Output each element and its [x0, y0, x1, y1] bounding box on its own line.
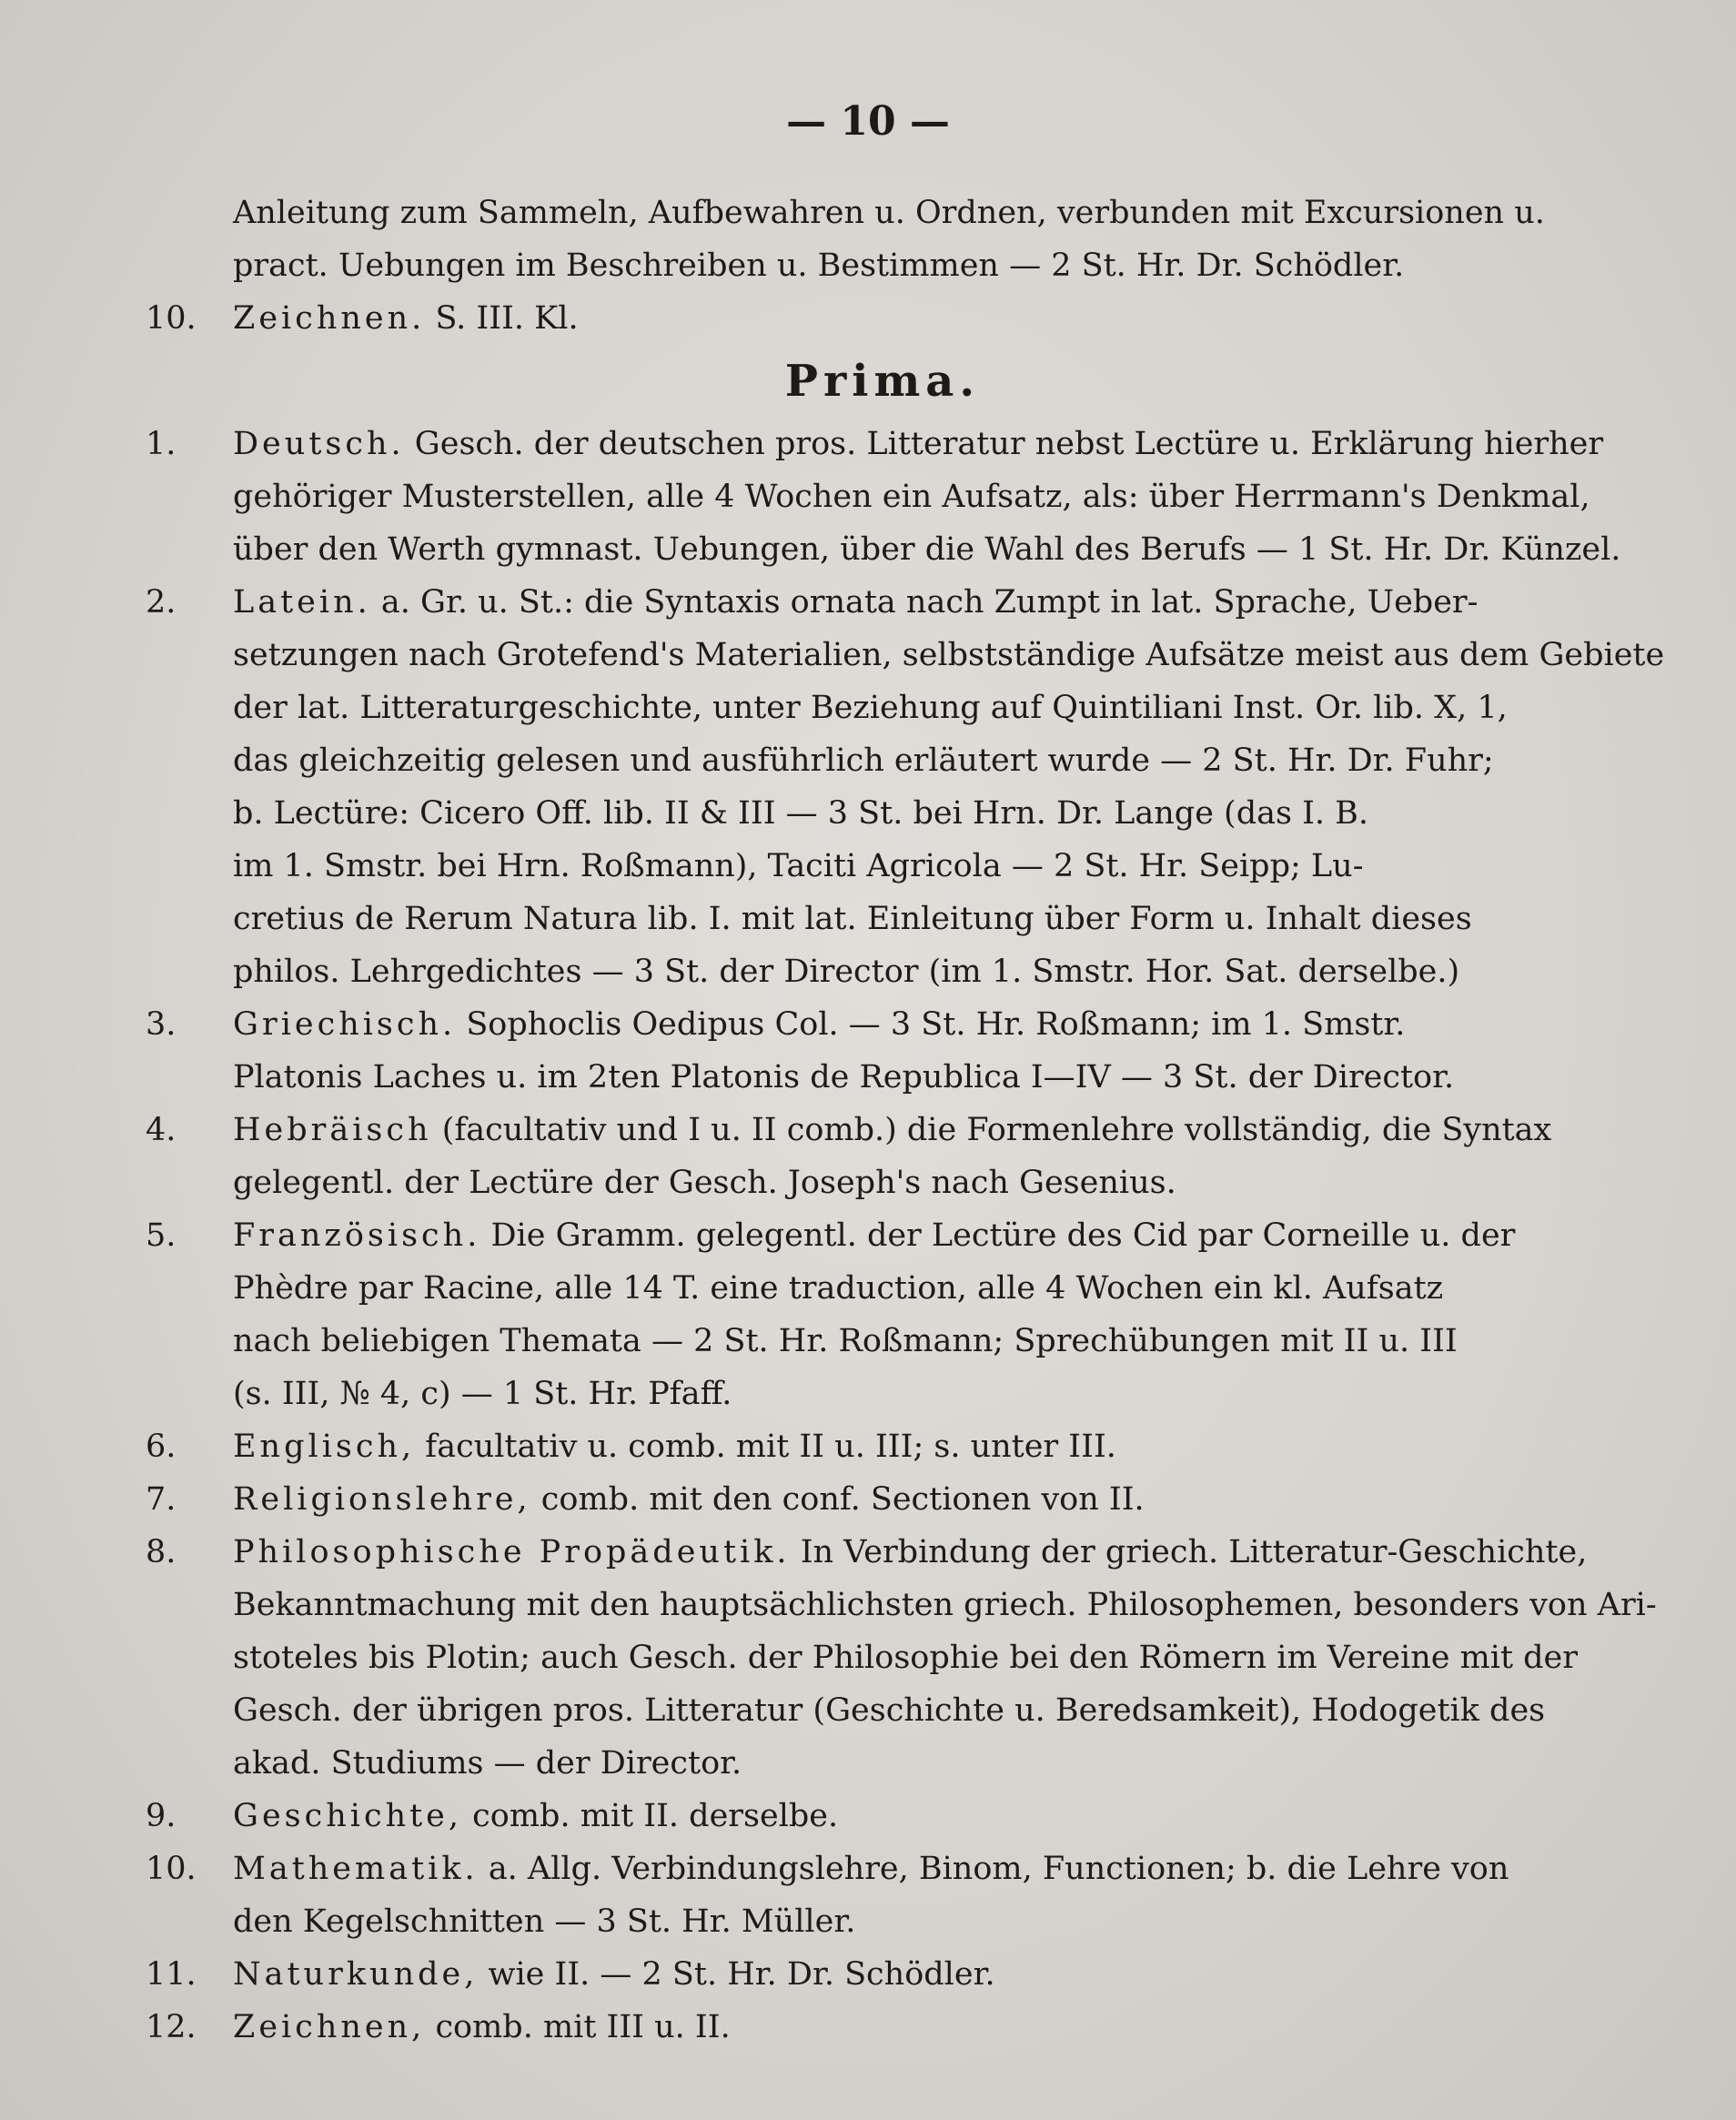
- list-item: [146, 418, 1620, 576]
- list-item: [146, 576, 1665, 998]
- item-line: In Verbindung der griech. Litteratur-Geschichte,: [800, 1534, 1588, 1570]
- item-line: stoteles bis Plotin; auch Gesch. der Philosophie bei den Römern im Vereine mit der: [233, 1640, 1578, 1676]
- list-item: [146, 1948, 1620, 2001]
- item-number: 12.: [146, 2009, 197, 2045]
- item-subject: Englisch,: [233, 1428, 416, 1465]
- item-subject: Zeichnen,: [233, 2009, 426, 2045]
- item-line: a. Gr. u. St.: die Syntaxis ornata nach Zumpt in lat. Sprache, Ueber-: [380, 584, 1479, 621]
- item-line: (s. III, № 4, c) — 1 St. Hr. Pfaff.: [233, 1376, 732, 1412]
- item-line: der lat. Litteraturgeschichte, unter Beziehung auf Quintiliani Inst. Or. lib. X, 1,: [233, 690, 1508, 726]
- item-line: nach beliebigen Themata — 2 St. Hr. Roßmann; Sprechübungen mit II u. III: [233, 1323, 1458, 1359]
- item-number: 1.: [146, 426, 177, 462]
- list-item: [146, 292, 1620, 345]
- item-line: facultativ u. comb. mit II u. III; s. unter III.: [425, 1428, 1116, 1465]
- item-subject: Französisch.: [233, 1217, 481, 1254]
- list-item: [146, 1842, 1620, 1948]
- item-line: Bekanntmachung mit den hauptsächlichsten griech. Philosophemen, besonders von Ari-: [233, 1587, 1657, 1623]
- item-subject: Griechisch.: [233, 1006, 457, 1043]
- item-line: Gesch. der deutschen pros. Litteratur nebst Lectüre u. Erklärung hierher: [414, 426, 1604, 462]
- item-number: 6.: [146, 1428, 177, 1465]
- item-subject: Geschichte,: [233, 1798, 463, 1834]
- item-number: 9.: [146, 1798, 177, 1834]
- item-line: im 1. Smstr. bei Hrn. Roßmann), Taciti Agricola — 2 St. Hr. Seipp; Lu-: [233, 848, 1364, 884]
- item-line: Platonis Laches u. im 2ten Platonis de Republica I—IV — 3 St. der Director.: [233, 1059, 1455, 1095]
- item-line: cretius de Rerum Natura lib. I. mit lat. Einleitung über Form u. Inhalt dieses: [233, 901, 1472, 937]
- item-line: gelegentl. der Lectüre der Gesch. Joseph's nach Gesenius.: [233, 1165, 1176, 1201]
- item-number: 4.: [146, 1112, 177, 1148]
- item-number: 5.: [146, 1217, 177, 1254]
- item-line: setzungen nach Grotefend's Materialien, selbstständige Aufsätze meist aus dem Gebiete: [233, 637, 1665, 673]
- item-line: (facultativ und I u. II comb.) die Formenlehre vollständig, die Syntax: [441, 1112, 1552, 1148]
- item-number: 2.: [146, 584, 177, 621]
- item-number: 8.: [146, 1534, 177, 1570]
- item-list: [146, 418, 1665, 2054]
- page-body: [146, 187, 1665, 2054]
- item-number: 10.: [146, 300, 197, 337]
- item-line: Gesch. der übrigen pros. Litteratur (Geschichte u. Beredsamkeit), Hodogetik des: [233, 1692, 1546, 1729]
- item-line: b. Lectüre: Cicero Off. lib. II & III — 3 St. bei Hrn. Dr. Lange (das I. B.: [233, 795, 1368, 832]
- item-line: Die Gramm. gelegentl. der Lectüre des Cid par Corneille u. der: [490, 1217, 1516, 1254]
- item-number: 7.: [146, 1481, 177, 1518]
- list-item: [146, 1473, 1620, 1526]
- item-line: S. III. Kl.: [435, 300, 579, 337]
- item-subject: Hebräisch: [233, 1112, 432, 1148]
- section-heading: Prima.: [784, 356, 981, 407]
- item-line: akad. Studiums — der Director.: [233, 1745, 742, 1782]
- item-number: 10.: [146, 1851, 197, 1887]
- item-subject: Philosophische Propädeutik.: [233, 1534, 791, 1570]
- item-subject: Naturkunde,: [233, 1956, 479, 1993]
- list-item: [146, 1104, 1620, 1209]
- list-item: [146, 1209, 1620, 1420]
- item-line: comb. mit II. derselbe.: [472, 1798, 839, 1834]
- list-item: [146, 1790, 1620, 1842]
- item-line: das gleichzeitig gelesen und ausführlich erläutert wurde — 2 St. Hr. Dr. Fuhr;: [233, 742, 1494, 779]
- item-line: über den Werth gymnast. Uebungen, über die Wahl des Berufs — 1 St. Hr. Dr. Künzel.: [233, 531, 1621, 568]
- list-item: [146, 1420, 1620, 1473]
- page-number: — 10 —: [786, 98, 950, 145]
- item-subject: Latein.: [233, 584, 371, 621]
- item-subject: Mathematik.: [233, 1851, 479, 1887]
- item-line: Sophoclis Oedipus Col. — 3 St. Hr. Roßmann; im 1. Smstr.: [466, 1006, 1406, 1043]
- continuation-line: Anleitung zum Sammeln, Aufbewahren u. Ordnen, verbunden mit Excursionen u.: [233, 195, 1545, 231]
- list-item: [146, 998, 1620, 1104]
- item-line: comb. mit den conf. Sectionen von II.: [540, 1481, 1145, 1518]
- item-subject: Deutsch.: [233, 426, 405, 462]
- item-line: comb. mit III u. II.: [435, 2009, 731, 2045]
- list-item: [146, 1526, 1657, 1790]
- continuation-line: pract. Uebungen im Beschreiben u. Bestimmen — 2 St. Hr. Dr. Schödler.: [233, 247, 1405, 284]
- list-item: [146, 2001, 1620, 2054]
- item-line: gehöriger Musterstellen, alle 4 Wochen ein Aufsatz, als: über Herrmann's Denkmal,: [233, 479, 1590, 515]
- item-line: wie II. — 2 St. Hr. Dr. Schödler.: [488, 1956, 995, 1993]
- item-subject: Religionslehre,: [233, 1481, 531, 1518]
- item-line: Phèdre par Racine, alle 14 T. eine traduction, alle 4 Wochen ein kl. Aufsatz: [233, 1270, 1444, 1307]
- item-line: a. Allg. Verbindungslehre, Binom, Functionen; b. die Lehre von: [488, 1851, 1509, 1887]
- item-line: den Kegelschnitten — 3 St. Hr. Müller.: [233, 1903, 856, 1940]
- item-number: 11.: [146, 1956, 197, 1993]
- item-line: philos. Lehrgedichtes — 3 St. der Director (im 1. Smstr. Hor. Sat. derselbe.): [233, 954, 1460, 990]
- item-number: 3.: [146, 1006, 177, 1043]
- item-subject: Zeichnen.: [233, 300, 426, 337]
